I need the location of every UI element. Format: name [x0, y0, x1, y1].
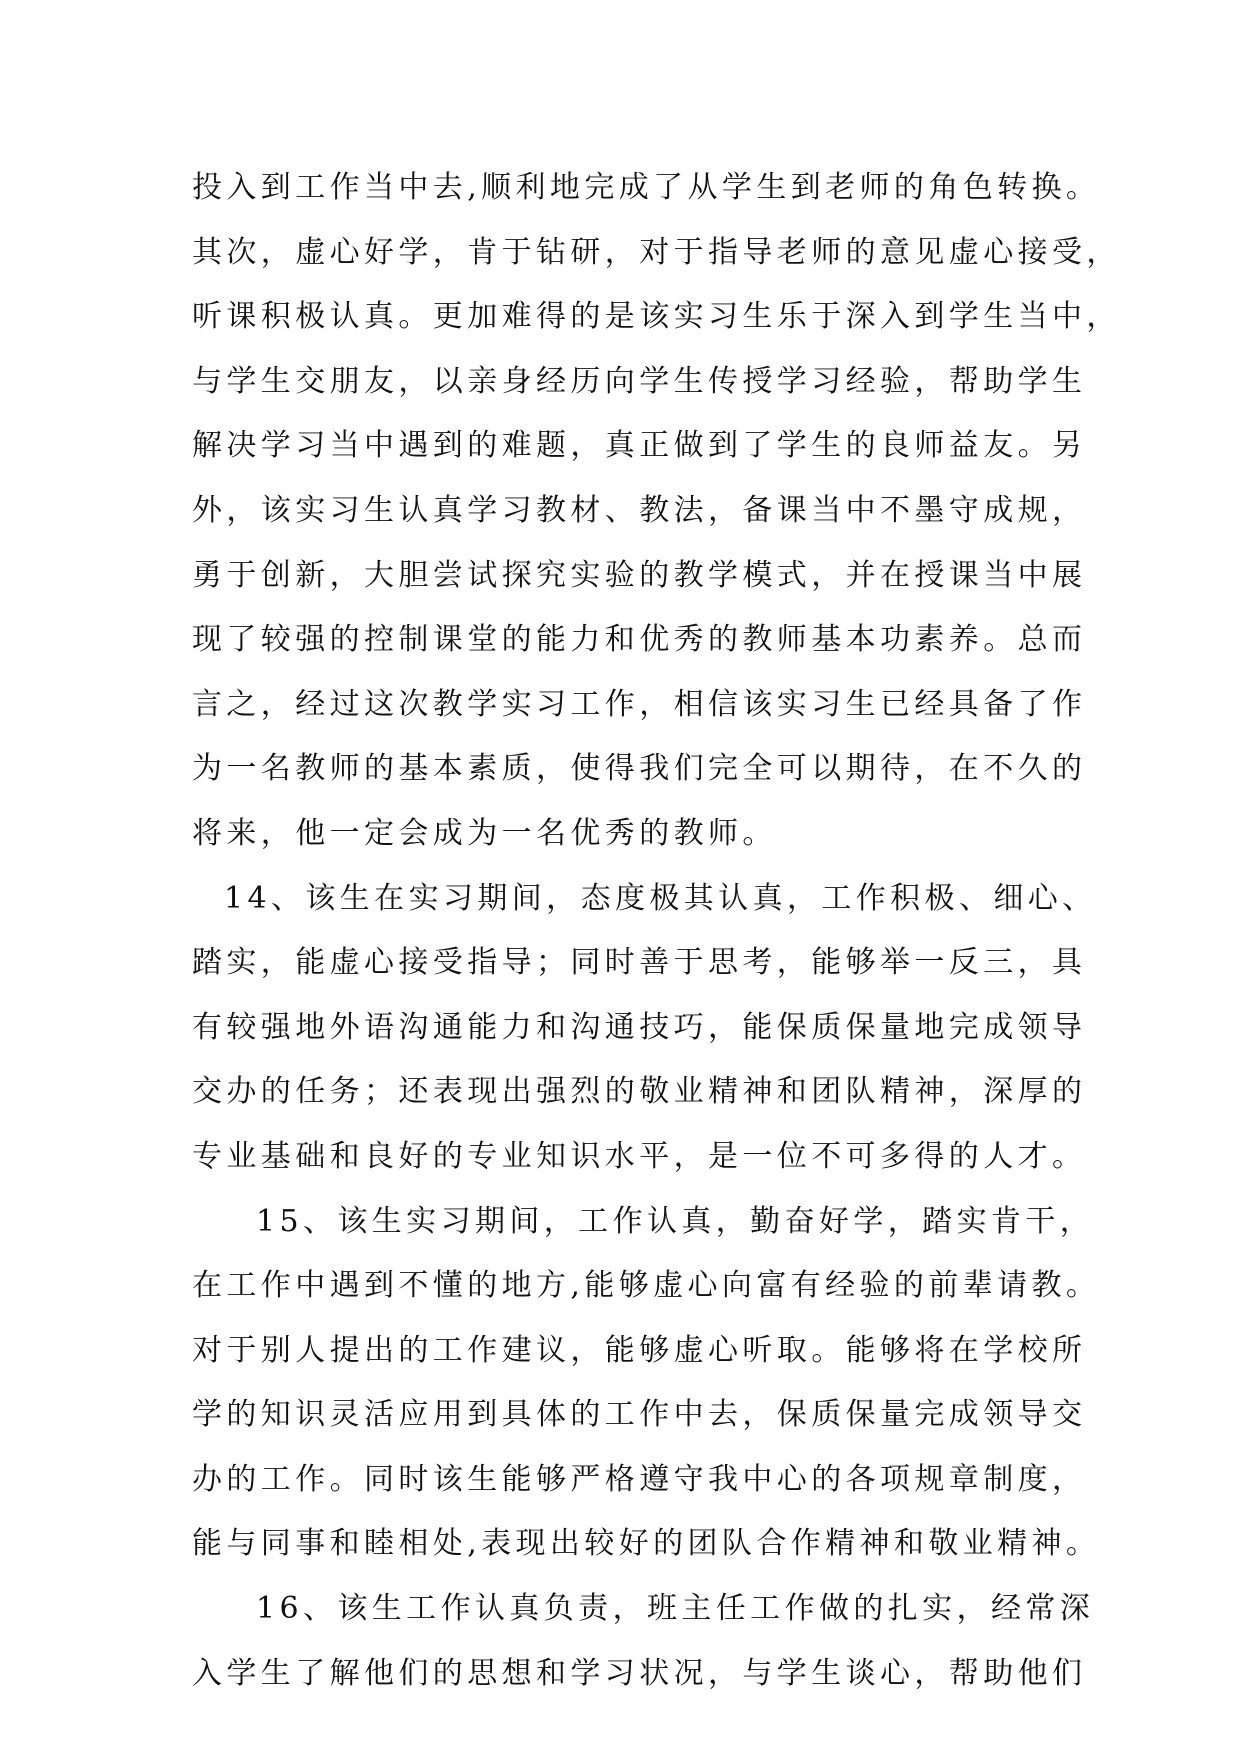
text-line: 解决学习当中遇到的难题，真正做到了学生的良师益友。另: [192, 428, 1087, 464]
text-line: 办的工作。同时该生能够严格遵守我中心的各项规章制度，: [192, 1461, 1087, 1497]
text-line: 与学生交朋友，以亲身经历向学生传授学习经验，帮助学生: [192, 363, 1087, 399]
text-line: 在工作中遇到不懂的地方,能够虚心向富有经验的前辈请教。: [192, 1268, 1101, 1304]
text-line: 能与同事和睦相处,表现出较好的团队合作精神和敬业精神。: [192, 1526, 1101, 1562]
text-line: 现了较强的控制课堂的能力和优秀的教师基本功素养。总而: [192, 622, 1087, 658]
body-text: [192, 156, 1121, 1706]
text-line: 对于别人提出的工作建议，能够虚心听取。能够将在学校所: [192, 1332, 1087, 1368]
text-line: 投入到工作当中去,顺利地完成了从学生到老师的角色转换。: [192, 170, 1101, 205]
text-line: 为一名教师的基本素质，使得我们完全可以期待，在不久的: [192, 751, 1087, 787]
text-line: 听课积极认真。更加难得的是该实习生乐于深入到学生当中，: [192, 299, 1121, 335]
text-line: 言之，经过这次教学实习工作，相信该实习生已经具备了作: [192, 686, 1087, 722]
text-line: 交办的任务；还表现出强烈的敬业精神和团队精神，深厚的: [192, 1074, 1087, 1110]
text-line: 其次，虚心好学，肯于钻研，对于指导老师的意见虚心接受，: [192, 234, 1121, 270]
text-line: 勇于创新，大胆尝试探究实验的教学模式，并在授课当中展: [192, 557, 1087, 593]
paragraph-14-start: 14、该生在实习期间，态度极其认真，工作积极、细心、: [224, 880, 1097, 916]
text-line: 入学生了解他们的思想和学习状况，与学生谈心，帮助他们: [192, 1655, 1087, 1691]
paragraph-15-start: 15、该生实习期间，工作认真，勤奋好学，踏实肯干，: [256, 1203, 1095, 1239]
text-line: 有较强地外语沟通能力和沟通技巧，能保质保量地完成领导: [192, 1009, 1087, 1045]
text-line: 专业基础和良好的专业知识水平，是一位不可多得的人才。: [192, 1138, 1087, 1174]
paragraph-16-start: 16、该生工作认真负责，班主任工作做的扎实，经常深: [256, 1591, 1095, 1627]
text-line: 将来，他一定会成为一名优秀的教师。: [192, 815, 777, 851]
text-line: 外，该实习生认真学习教材、教法，备课当中不墨守成规，: [192, 492, 1087, 528]
text-line: 学的知识灵活应用到具体的工作中去，保质保量完成领导交: [192, 1397, 1087, 1433]
text-line: 踏实，能虚心接受指导；同时善于思考，能够举一反三，具: [192, 945, 1087, 981]
